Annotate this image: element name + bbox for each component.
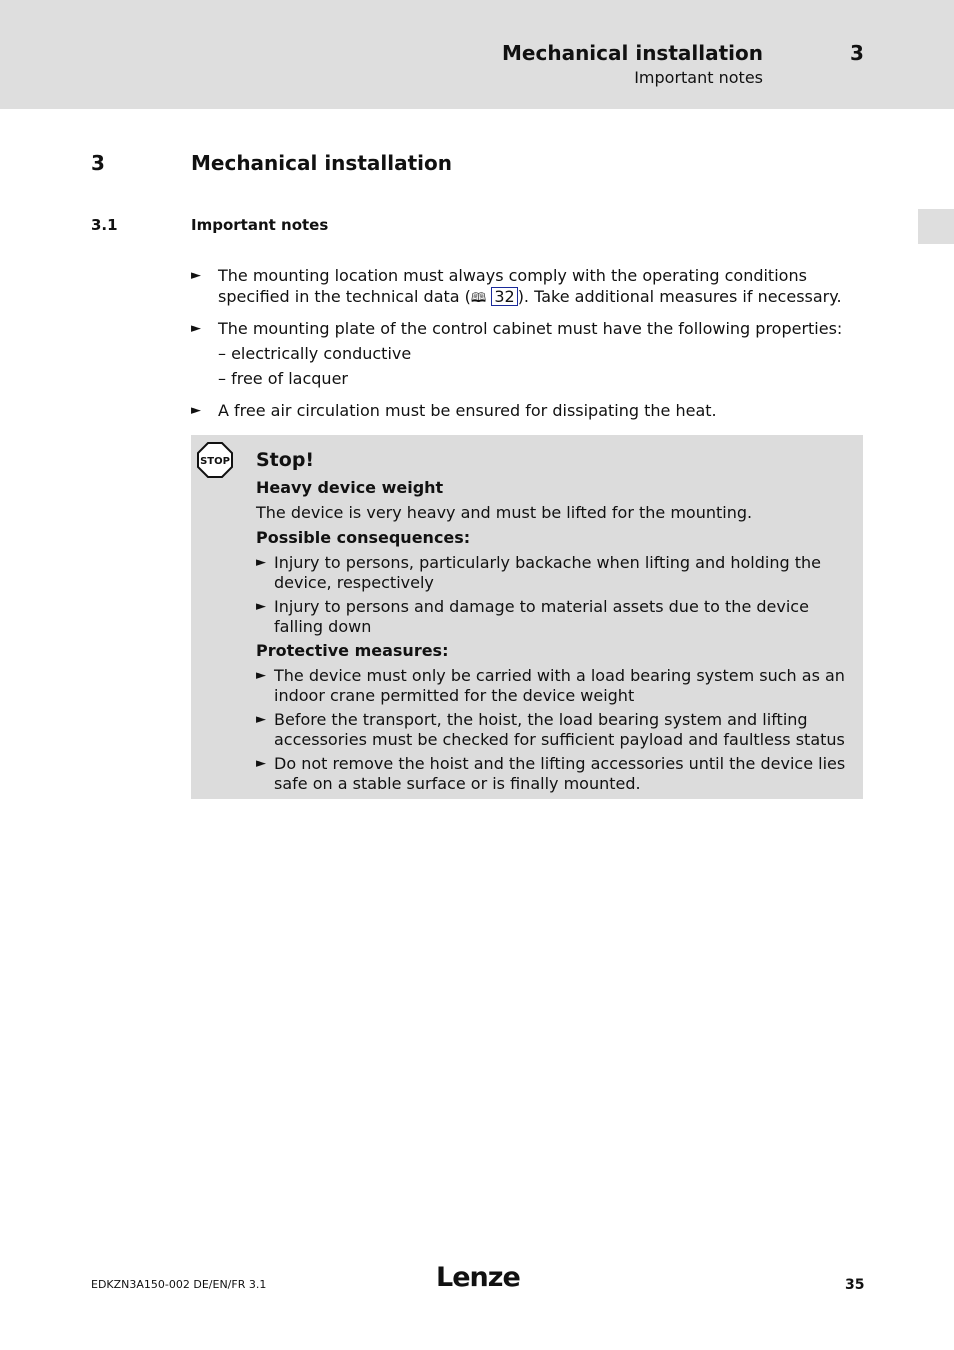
page-number: 35 [845,1277,865,1293]
measures-label: Protective measures: [256,641,449,660]
subsection-title: Important notes [191,216,329,234]
stop-sign-icon [197,442,233,478]
measure-text: Do not remove the hoist and the lifting accessories until the device lies safe on a stable surface or is finally mounted. [274,754,846,793]
page-reference-link[interactable]: 32 [491,287,517,306]
list-item [256,597,856,637]
stop-title: Stop! [256,449,315,471]
triangle-bullet-icon: ► [256,555,266,570]
consequences-label: Possible consequences: [256,528,471,547]
triangle-bullet-icon: ► [256,599,266,614]
section-number: 3 [91,151,105,175]
list-item [256,710,856,750]
list-item [191,318,863,391]
list-item [191,265,863,309]
triangle-bullet-icon: ► [256,668,266,683]
list-item [256,666,856,706]
list-item [191,400,863,421]
consequence-text: Injury to persons and damage to material assets due to the device falling down [274,597,809,636]
list-item [256,754,856,794]
bullet-text-1a: The mounting location must always comply with the operating conditions specified in the technical data ( [218,266,807,306]
notes-list [191,265,863,430]
header-subtitle: Important notes [634,68,763,87]
property-item: – electrically conductive [218,344,412,363]
document-code: EDKZN3A150-002 DE/EN/FR 3.1 [91,1278,267,1291]
header-band [0,0,954,109]
triangle-bullet-icon: ► [191,268,201,283]
property-item: – free of lacquer [218,369,348,388]
measure-text: Before the transport, the hoist, the load bearing system and lifting accessories must be checked for sufficient payload and faultless status [274,710,845,749]
triangle-bullet-icon: ► [256,712,266,727]
triangle-bullet-icon: ► [191,403,201,418]
stop-icon-label: STOP [200,456,230,467]
book-icon: 🕮 [470,291,487,306]
consequence-text: Injury to persons, particularly backache when lifting and holding the device, respectively [274,553,821,592]
section-title: Mechanical installation [191,151,452,175]
subsection-number: 3.1 [91,216,118,234]
bullet-text-3: A free air circulation must be ensured for dissipating the heat. [218,401,717,420]
stop-text: The device is very heavy and must be lifted for the mounting. [256,503,753,522]
bullet-text-2: The mounting plate of the control cabinet must have the following properties: [218,319,843,338]
lenze-logo: Lenze [436,1262,520,1293]
header-title: Mechanical installation [502,41,763,65]
measure-text: The device must only be carried with a load bearing system such as an indoor crane permitted for the device weight [274,666,845,705]
triangle-bullet-icon: ► [256,756,266,771]
list-item [256,553,856,593]
bullet-text-1b: ). Take additional measures if necessary. [517,287,842,306]
triangle-bullet-icon: ► [191,321,201,336]
header-chapter-number: 3 [850,41,864,65]
stop-heading: Heavy device weight [256,478,444,497]
chapter-side-tab [918,209,954,244]
stop-content [256,450,856,798]
